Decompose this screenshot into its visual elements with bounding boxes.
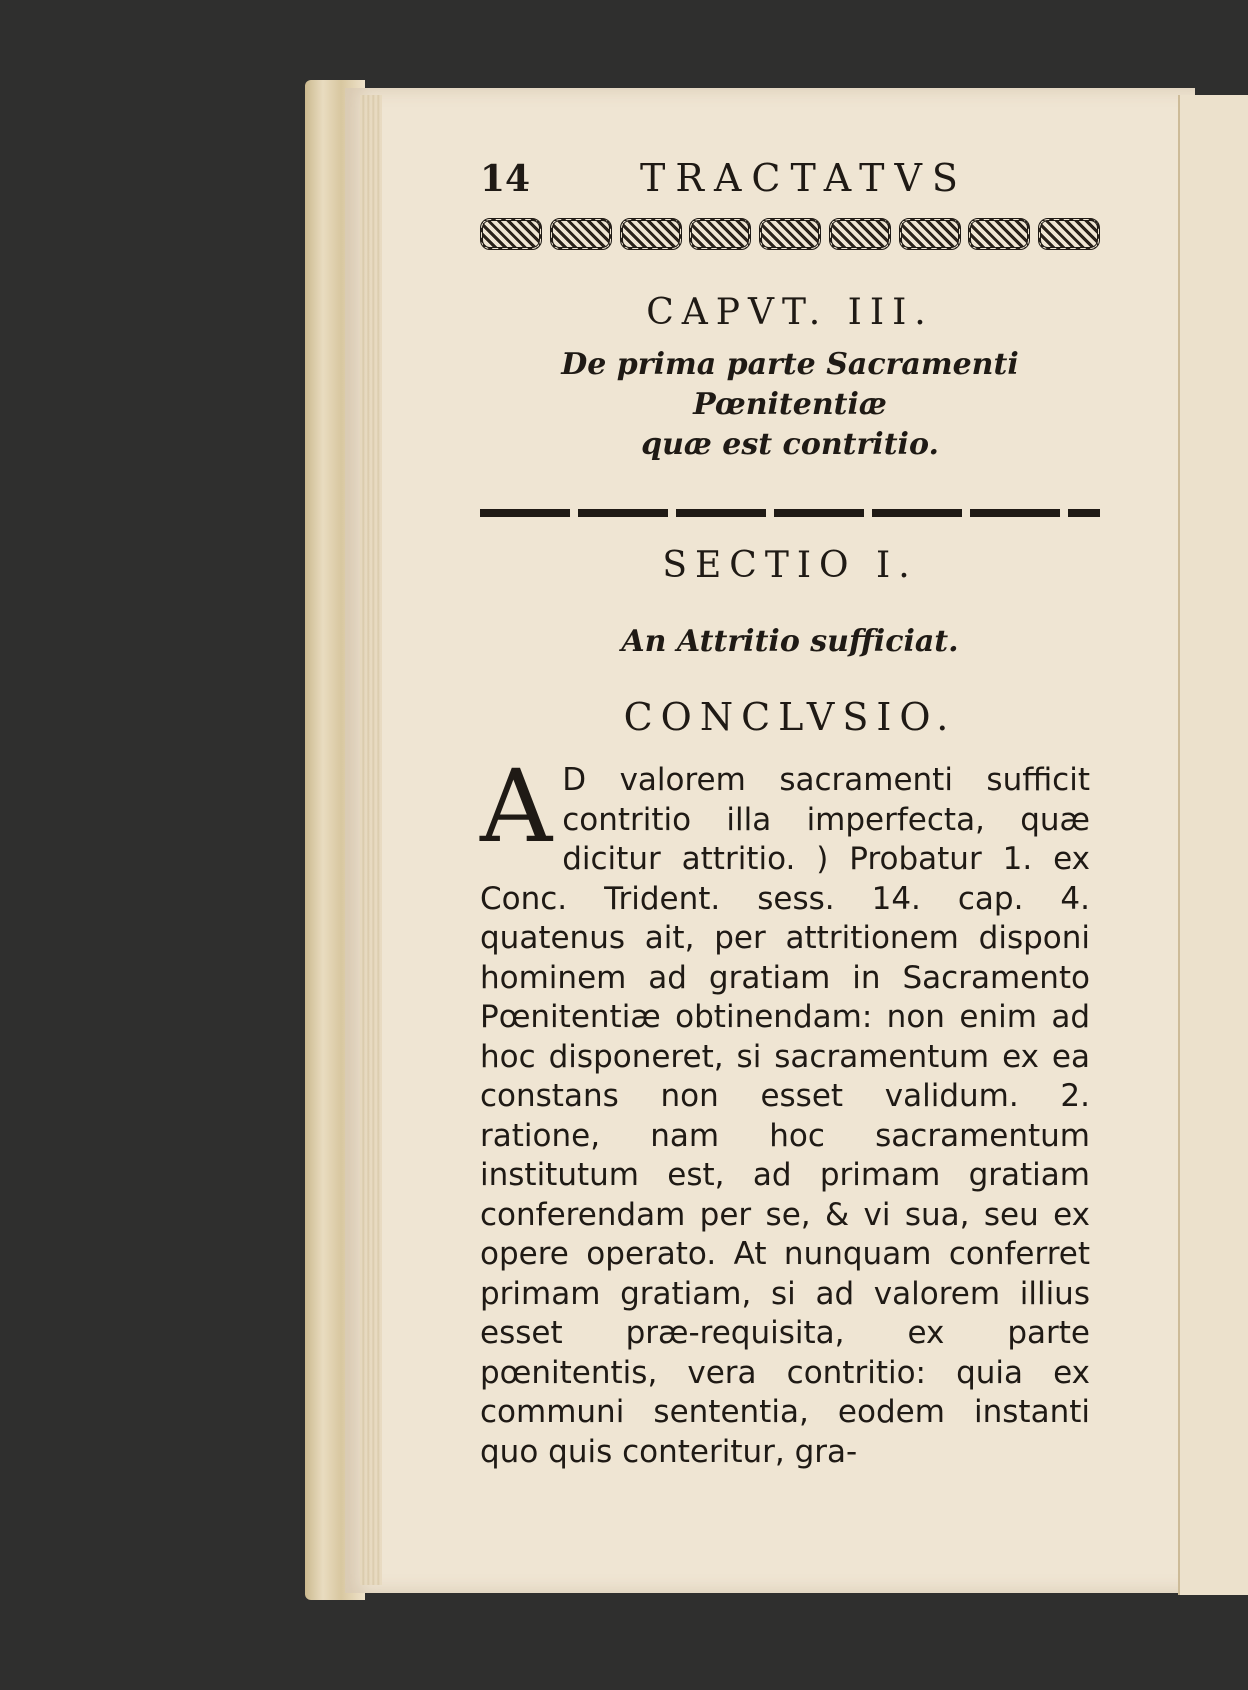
chapter-subtitle <box>480 345 1100 465</box>
section-heading: SECTIO I. <box>662 545 918 586</box>
ornament-icon <box>829 218 891 250</box>
ornament-icon <box>968 218 1030 250</box>
ornament-icon <box>550 218 612 250</box>
ornament-icon <box>620 218 682 250</box>
body-paragraph <box>480 748 1090 1472</box>
page-number: 14 <box>480 158 531 200</box>
page-text-column <box>480 150 1100 1472</box>
divider-rule <box>480 509 1100 517</box>
chapter-heading: CAPVT. III. <box>646 292 934 333</box>
chapter-subtitle-line-1: De prima parte Sacramenti Pœnitentiæ <box>561 347 1019 422</box>
running-head <box>480 150 1100 200</box>
chapter-subtitle-line-2: quæ est contritio. <box>641 427 939 462</box>
page-stack-edge <box>360 95 382 1585</box>
facing-page-edge <box>1178 95 1248 1595</box>
drop-cap: A <box>480 748 553 865</box>
section-question: An Attritio sufficiat. <box>621 624 959 659</box>
ornament-icon <box>899 218 961 250</box>
ornament-icon <box>689 218 751 250</box>
body-text: D valorem sacramenti sufficit contritio illa imperfecta, quæ dicitur attritio. ) Probatur 1. ex Conc. Trident. sess. 14. cap. 4. quatenus ait, per attritionem disponi hominem ad gratiam in Sacramento Pœnitentiæ obtinendam: non enim ad hoc disponeret, si sacramentum ex ea constans non esset validum. 2. ratione, nam hoc sacramentum institutum est, ad primam gratiam conferendam per se, & vi sua, seu ex opere operato. At nunquam conferret primam gratiam, si ad valorem illius esset præ-requisita, ex parte pœnitentis, vera contritio: quia ex communi sententia, eodem instanti quo quis conteritur, gra- <box>480 762 1090 1470</box>
ornament-band <box>480 218 1100 252</box>
ornament-icon <box>1038 218 1100 250</box>
ornament-icon <box>480 218 542 250</box>
running-title: TRACTATVS <box>640 156 968 200</box>
ornament-icon <box>759 218 821 250</box>
conclusion-heading: CONCLVSIO. <box>623 695 957 739</box>
